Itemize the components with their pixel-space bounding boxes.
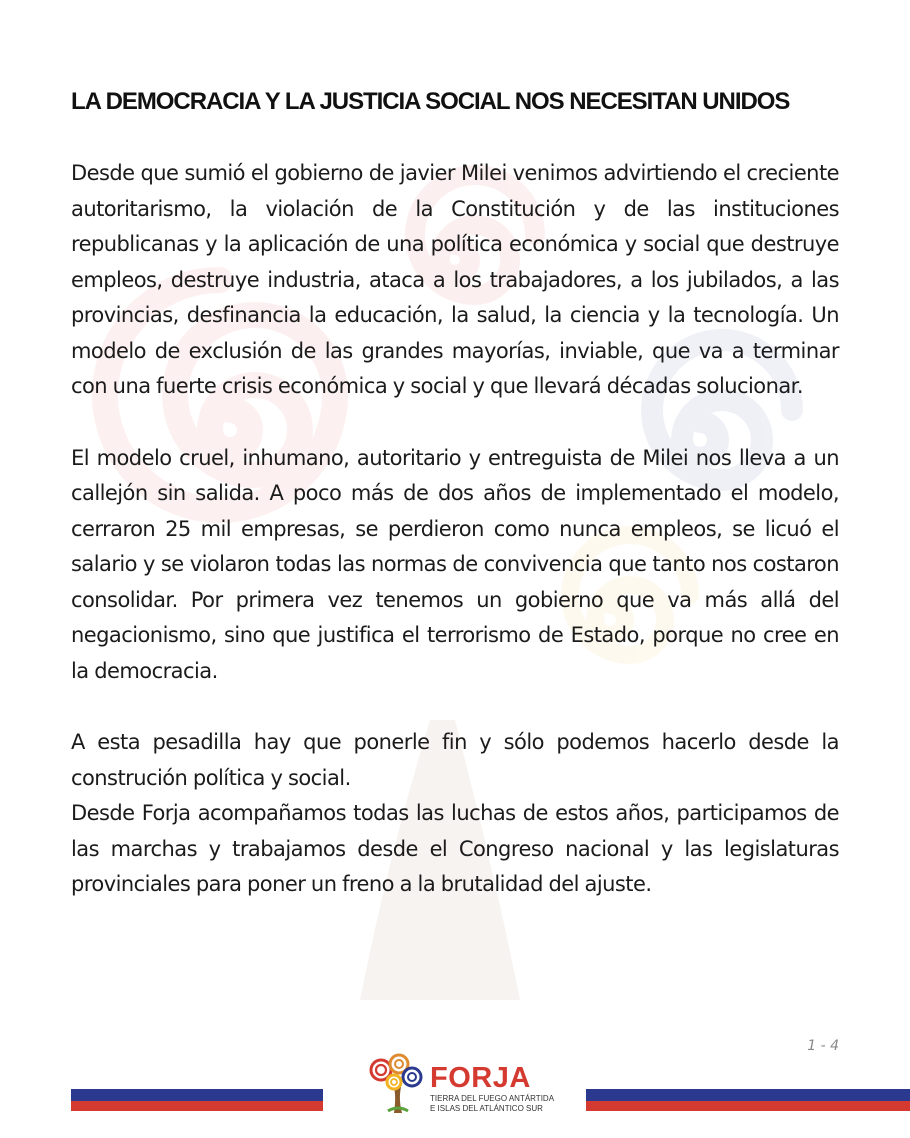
- page-number: 1 - 4: [807, 1038, 839, 1054]
- stripe-blue: [586, 1089, 910, 1101]
- document-body: [71, 156, 839, 903]
- footer-stripe-right: [586, 1089, 910, 1111]
- paragraph: Desde que sumió el gobierno de javier Milei venimos advirtiendo el creciente autoritarismo, la violación de la Constitución y de las instituciones republicanas y la aplicación de una política económica y social que destruye empleos, destruye industria, ataca a los trabajadores, a los jubilados, a las provincias, desfinancia la educación, la salud, la ciencia y la tecnología. Un modelo de exclusión de las grandes mayorías, inviable, que va a terminar con una fuerte crisis económica y social y que llevará décadas solucionar.: [71, 161, 839, 398]
- forja-logo: [368, 1053, 558, 1115]
- document-title: LA DEMOCRACIA Y LA JUSTICIA SOCIAL NOS NECESITAN UNIDOS: [71, 88, 790, 115]
- paragraph: El modelo cruel, inhumano, autoritario y entreguista de Milei nos lleva a un callejón sin salida. A poco más de dos años de implementado el modelo, cerraron 25 mil empresas, se perdieron como nunca empleos, se licuó el salario y se violaron todas las normas de convivencia que tanto nos costaron consolidar. Por primera vez tenemos un gobierno que va más allá del negacionismo, sino que justifica el terrorismo de Estado, porque no cree en la democracia.: [71, 445, 839, 683]
- spiral-tree-icon: [368, 1053, 426, 1115]
- stripe-blue: [71, 1089, 323, 1101]
- logo-wordmark: FORJA: [430, 1062, 531, 1094]
- logo-subtitle-line: E ISLAS DEL ATLÁNTICO SUR: [430, 1103, 543, 1113]
- stripe-red: [71, 1101, 323, 1111]
- stripe-red: [586, 1101, 910, 1111]
- footer-stripe-left: [71, 1089, 323, 1111]
- paragraph: A esta pesadilla hay que ponerle fin y sólo podemos hacerlo desde la construción política y social.: [71, 730, 839, 790]
- logo-subtitle: [430, 1094, 554, 1113]
- paragraph: Desde Forja acompañamos todas las luchas de estos años, participamos de las marchas y trabajamos desde el Congreso nacional y las legislaturas provinciales para poner un freno a la brutalidad del ajuste.: [71, 801, 839, 896]
- logo-subtitle-line: TIERRA DEL FUEGO ANTÁRTIDA: [430, 1094, 555, 1103]
